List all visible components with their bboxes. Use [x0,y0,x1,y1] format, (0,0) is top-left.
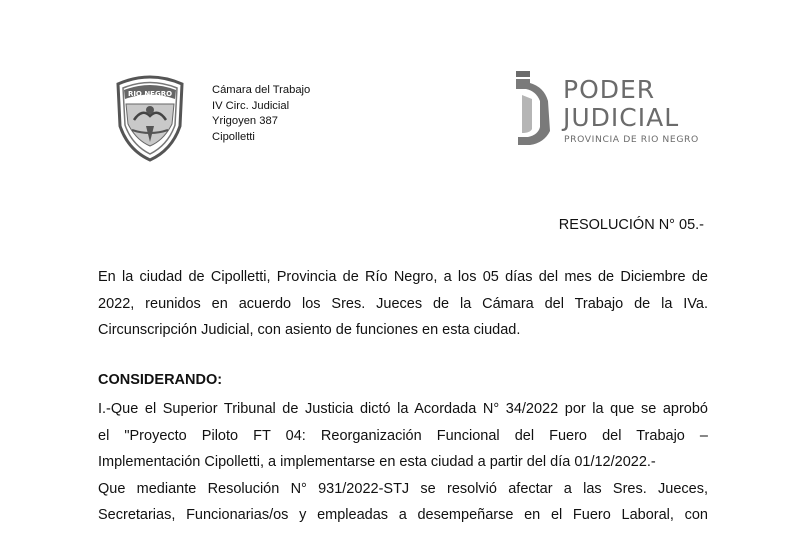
intro-line: En la ciudad de Cipolletti, Provincia de Río Negro, a los 05 días del mes de Diciembre de [98,269,708,285]
logo-line-poder: PODER [563,75,656,104]
considerando-line: Secretarias, Funcionarias/os y empleadas a desempeñarse en el Fuero Laboral, con [98,507,708,523]
poder-judicial-logo-icon [514,71,554,147]
seal-text: RIO NEGRO [127,90,173,98]
considerando-line: I.-Que el Superior Tribunal de Justicia dictó la Acordada N° 34/2022 por la que se aprobó [98,401,708,417]
intro-paragraph [98,264,708,344]
considerando-line: Implementación Cipolletti, a implementarse en esta ciudad a partir del día 01/12/2022.- [98,454,656,470]
rio-negro-seal-icon [112,74,188,162]
address-line: Yrigoyen 387 [212,115,278,127]
address-line: Cipolletti [212,130,255,143]
logo-line-province: PROVINCIA DE RIO NEGRO [564,134,699,145]
considerando-paragraph [98,396,708,529]
intro-line: 2022, reunidos en acuerdo los Sres. Jueces de la Cámara del Trabajo de la IVa. [98,295,708,312]
address-line: IV Circ. Judicial [212,99,290,112]
logo-line-judicial: JUDICIAL [563,103,680,132]
considerando-heading: CONSIDERANDO: [98,372,223,388]
office-address [212,83,310,145]
considerando-line: el "Proyecto Piloto FT 04: Reorganización Funcional del Fuero del Trabajo – [98,427,708,444]
address-line: Cámara del Trabajo [212,84,311,96]
considerando-line: Que mediante Resolución N° 931/2022-STJ se resolvió afectar a las Sres. Jueces, [98,480,708,497]
resolution-title: RESOLUCIÓN N° 05.- [558,217,704,233]
intro-line: Circunscripción Judicial, con asiento de funciones en esta ciudad. [98,322,521,338]
